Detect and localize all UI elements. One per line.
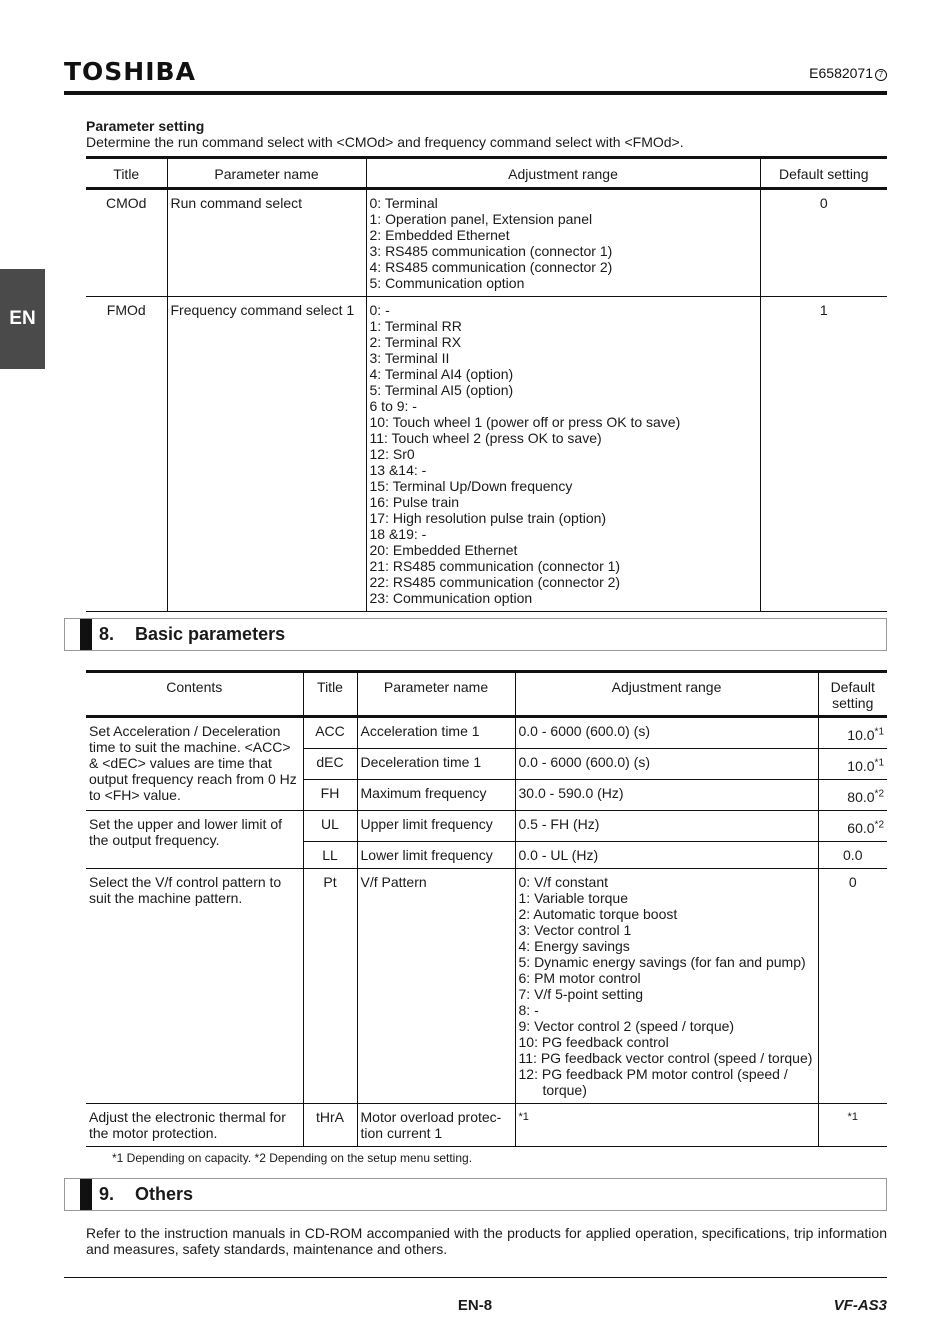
range-line: 12: Sr0 — [369, 446, 415, 462]
cell-name: V/f Pattern — [357, 869, 515, 1104]
range-line: 8: - — [518, 1002, 539, 1018]
cell-default — [818, 780, 887, 811]
cell-contents: Set the upper and lower limit of the output frequency. — [86, 811, 303, 869]
cell-title: dEC — [303, 749, 357, 780]
range-line: 7: V/f 5-point setting — [518, 986, 644, 1002]
col-title: Title — [303, 672, 357, 717]
cell-range — [515, 869, 818, 1104]
range-line: 5: Terminal AI5 (option) — [369, 382, 514, 398]
col-default-setting: Default setting — [818, 672, 887, 717]
range-line: 23: Communication option — [369, 590, 533, 606]
range-line: 21: RS485 communication (connector 1) — [369, 558, 621, 574]
cell-contents: Adjust the electronic thermal for the motor protection. — [86, 1104, 303, 1147]
cell-range — [366, 189, 760, 297]
col-parameter-name: Parameter name — [357, 672, 515, 717]
range-line: 3: Terminal II — [369, 350, 450, 366]
cell-title: CMOd — [106, 195, 147, 211]
col-adjustment-range: Adjustment range — [515, 672, 818, 717]
section-heading-9 — [64, 1178, 887, 1211]
range-line: 11: PG feedback vector control (speed / torque) — [518, 1050, 813, 1066]
section-number: 8. — [99, 624, 115, 644]
name-line: tion current 1 — [360, 1125, 443, 1141]
cell-range — [366, 297, 760, 612]
cell-range: 0.0 - UL (Hz) — [515, 842, 818, 869]
cell-range: 0.5 - FH (Hz) — [515, 811, 818, 842]
default-value: 10.0 — [847, 758, 875, 774]
command-select-table — [86, 156, 887, 612]
range-line: 10: Touch wheel 1 (power off or press OK to save) — [369, 414, 681, 430]
range-line: 20: Embedded Ethernet — [369, 542, 518, 558]
range-line: 13 &14: - — [369, 462, 427, 478]
cell-title: Pt — [303, 869, 357, 1104]
table-row-cmod — [86, 189, 887, 297]
footnote-ref: *1 — [874, 757, 884, 769]
range-line: 22: RS485 communication (connector 2) — [369, 574, 621, 590]
range-line: 5: Communication option — [369, 275, 525, 291]
range-line: 10: PG feedback control — [518, 1034, 669, 1050]
range-line: 6: PM motor control — [518, 970, 641, 986]
cell-default: 0.0 — [818, 842, 887, 869]
col-default-setting: Default setting — [760, 158, 887, 189]
toshiba-logo: TOSHIBA — [64, 57, 196, 86]
cell-name: Lower limit frequency — [357, 842, 515, 869]
cell-name: Run command select — [167, 189, 366, 297]
default-value: 80.0 — [847, 789, 875, 805]
default-value: 60.0 — [847, 820, 875, 836]
intro-heading: Parameter setting — [86, 118, 205, 134]
range-line: 1: Operation panel, Extension panel — [369, 211, 593, 227]
revision-mark: 7 — [875, 69, 887, 81]
cell-name: Maximum frequency — [357, 780, 515, 811]
cell-name — [357, 1104, 515, 1147]
cell-title: tHrA — [303, 1104, 357, 1147]
cell-range: 0.0 - 6000 (600.0) (s) — [515, 749, 818, 780]
cell-contents: Select the V/f control pattern to suit the machine pattern. — [86, 869, 303, 1104]
language-tab: EN — [0, 269, 45, 369]
range-line: 4: Energy savings — [518, 938, 630, 954]
table-row-fmod — [86, 297, 887, 612]
document-number-text: E6582071 — [809, 65, 873, 81]
section-heading-8 — [64, 618, 887, 651]
section-bar — [80, 1179, 92, 1210]
cell-range: 0.0 - 6000 (600.0) (s) — [515, 717, 818, 749]
cell-default: 1 — [760, 297, 887, 612]
range-line: 1: Variable torque — [518, 890, 628, 906]
cell-title: LL — [303, 842, 357, 869]
range-line: 3: Vector control 1 — [518, 922, 632, 938]
range-line: 15: Terminal Up/Down frequency — [369, 478, 573, 494]
col-adjustment-range: Adjustment range — [366, 158, 760, 189]
footnote-ref: *1 — [874, 726, 884, 738]
range-line: 4: RS485 communication (connector 2) — [369, 259, 613, 275]
cell-default: 0 — [760, 189, 887, 297]
range-line: 0: - — [369, 302, 390, 318]
range-line: 17: High resolution pulse train (option) — [369, 510, 607, 526]
table-row-pt — [86, 869, 887, 1104]
intro-text: Determine the run command select with <CMOd> and frequency command select with <FMOd>. — [86, 134, 684, 150]
range-line: 3: RS485 communication (connector 1) — [369, 243, 613, 259]
cell-title: ACC — [303, 717, 357, 749]
cell-name: Upper limit frequency — [357, 811, 515, 842]
range-line: 18 &19: - — [369, 526, 427, 542]
range-line: 16: Pulse train — [369, 494, 459, 510]
range-line: 6 to 9: - — [369, 398, 417, 414]
section-bar — [80, 619, 92, 650]
cell-default — [818, 717, 887, 749]
section-number: 9. — [99, 1184, 115, 1204]
range-line: 1: Terminal RR — [369, 318, 462, 334]
cell-name: Acceleration time 1 — [357, 717, 515, 749]
parameter-setting-intro — [86, 118, 887, 150]
cell-title: FMOd — [86, 297, 167, 612]
table-footnote: *1 Depending on capacity. *2 Depending on the setup menu setting. — [112, 1151, 473, 1165]
range-line: 2: Terminal RX — [369, 334, 462, 350]
footer-divider — [64, 1277, 887, 1278]
section-title: Others — [135, 1184, 194, 1204]
range-line: 5: Dynamic energy savings (for fan and pump) — [518, 954, 806, 970]
footnote-ref: *2 — [874, 788, 884, 800]
col-title: Title — [86, 158, 167, 189]
col-contents: Contents — [86, 672, 303, 717]
cell-range: *1 — [515, 1104, 818, 1147]
table-row-ul — [86, 811, 887, 842]
col-parameter-name: Parameter name — [167, 158, 366, 189]
cell-title: UL — [303, 811, 357, 842]
cell-name: Frequency command select 1 — [167, 297, 366, 612]
model-name: VF-AS3 — [833, 1297, 887, 1314]
page-number: EN-8 — [457, 1297, 493, 1314]
cell-default: 0 — [818, 869, 887, 1104]
cell-contents: Set Acceleration / Deceleration time to suit the machine. <ACC> & <dEC> values are time that output frequency reach from 0 Hz to <FH> value. — [89, 723, 297, 803]
cell-name: Deceleration time 1 — [357, 749, 515, 780]
range-line: 0: V/f constant — [518, 874, 608, 890]
cell-default — [818, 811, 887, 842]
table-header-row — [86, 672, 887, 717]
cell-range: 30.0 - 590.0 (Hz) — [515, 780, 818, 811]
others-paragraph: Refer to the instruction manuals in CD-ROM accompanied with the products for applied operation, specifications, trip information and measures, safety standards, maintenance and others. — [86, 1225, 887, 1257]
range-line: 12: PG feedback PM motor control (speed / — [518, 1066, 788, 1082]
range-line: 11: Touch wheel 2 (press OK to save) — [369, 430, 602, 446]
cell-title: FH — [303, 780, 357, 811]
document-number — [809, 65, 887, 81]
section-title: Basic parameters — [135, 624, 286, 644]
range-line: 2: Automatic torque boost — [518, 906, 678, 922]
range-line: 9: Vector control 2 (speed / torque) — [518, 1018, 735, 1034]
table-header-row — [86, 158, 887, 189]
default-value: 10.0 — [847, 727, 875, 743]
table-row-thra — [86, 1104, 887, 1147]
basic-parameters-table — [86, 670, 887, 1147]
name-line: Motor overload protec- — [360, 1109, 502, 1125]
page-header — [64, 57, 887, 95]
range-line: 0: Terminal — [369, 195, 438, 211]
range-line: torque) — [542, 1082, 587, 1098]
table-row-acc — [86, 717, 887, 749]
cell-default — [818, 749, 887, 780]
range-line: 2: Embedded Ethernet — [369, 227, 510, 243]
range-line: 4: Terminal AI4 (option) — [369, 366, 514, 382]
footnote-ref: *2 — [874, 819, 884, 831]
cell-default: *1 — [818, 1104, 887, 1147]
